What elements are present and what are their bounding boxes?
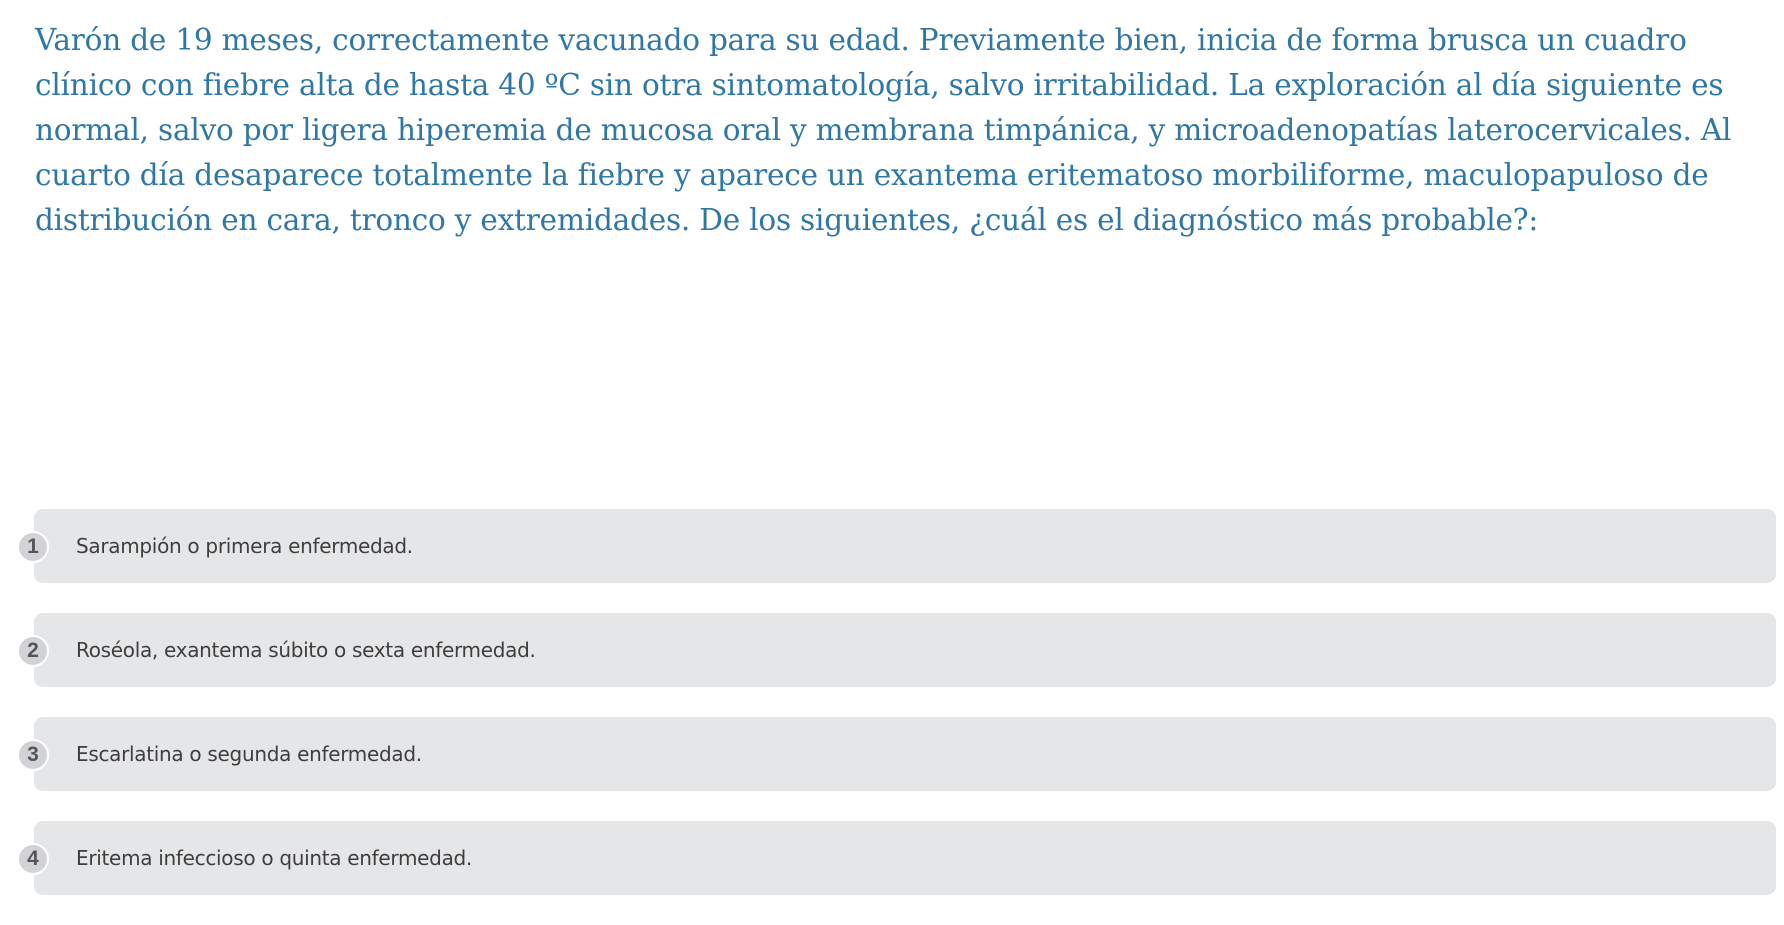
option-label: Escarlatina o segunda enfermedad. [76,742,422,766]
option-label: Sarampión o primera enfermedad. [76,534,413,558]
option-number-badge: 3 [17,739,49,771]
option-number-badge: 2 [17,635,49,667]
option-label: Eritema infeccioso o quinta enfermedad. [76,846,472,870]
option-number-badge: 4 [17,843,49,875]
answer-option-3[interactable] [27,717,1776,791]
answer-option-2[interactable] [27,613,1776,687]
answer-options [27,509,1776,925]
answer-option-4[interactable] [27,821,1776,895]
question-text: Varón de 19 meses, correctamente vacunado para su edad. Previamente bien, inicia de forma brusca un cuadro clínico con fiebre alta de hasta 40 ºC sin otra sintomatología, salvo irritabilidad. La exploración al día siguiente es normal, salvo por ligera hiperemia de mucosa oral y membrana timpánica, y microadenopatías laterocervicales. Al cuarto día desaparece totalmente la fiebre y aparece un exantema eritematoso morbiliforme, maculopapuloso de distribución en cara, tronco y extremidades. De los siguientes, ¿cuál es el diagnóstico más probable?: [35,23,1732,237]
option-number-badge: 1 [17,531,49,563]
answer-option-1[interactable] [27,509,1776,583]
option-label: Roséola, exantema súbito o sexta enfermedad. [76,638,536,662]
